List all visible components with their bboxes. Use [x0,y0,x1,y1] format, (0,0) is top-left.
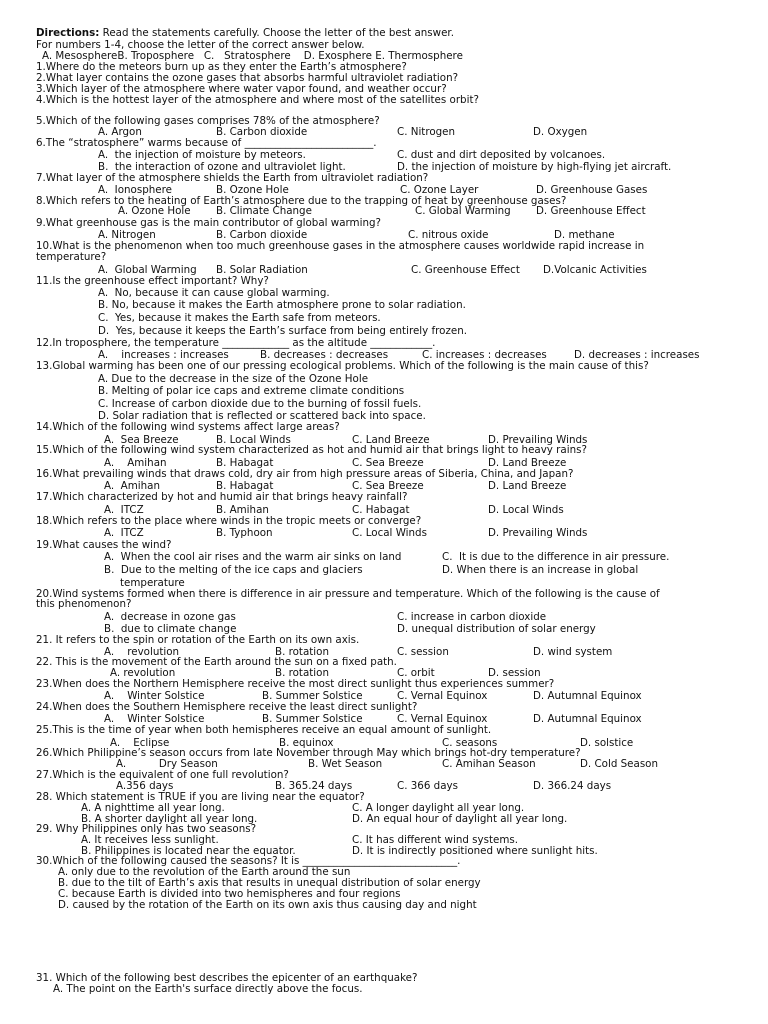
answer-option: A. only due to the revolution of the Earth around the sun [58,866,351,878]
question-stem: 13.Global warming has been one of our pressing ecological problems. Which of the following is the main cause of this? [36,360,649,372]
answer-option: B. A shorter daylight all year long. [81,813,258,825]
question-stem: 17.Which characterized by hot and humid air that brings heavy rainfall? [36,491,408,503]
answer-option: C. 366 days [397,780,458,792]
question-stem: 18.Which refers to the place where winds in the tropic meets or converge? [36,515,422,527]
answer-option: D. unequal distribution of solar energy [397,623,596,635]
answer-option: D. caused by the rotation of the Earth on its own axis thus causing day and night [58,899,477,911]
question-stem: 6.The “stratosphere” warms because of _________________________. [36,137,377,149]
answer-option: C. because Earth is divided into two hemispheres and four regions [58,888,401,900]
answer-option: A. The point on the Earth's surface directly above the focus. [53,983,363,995]
answer-option: A.356 days [116,780,174,792]
answer-option: C. nitrous oxide [408,229,489,241]
answer-option: A. Due to the decrease in the size of the Ozone Hole [98,373,369,385]
question-stem: 7.What layer of the atmosphere shields the Earth from ultraviolet radiation? [36,172,429,184]
answer-option: C. A longer daylight all year long. [352,802,525,814]
answer-option: B. decreases : decreases [260,349,389,361]
answer-option: A. Ozone Hole [118,205,191,217]
answer-option: B. Solar Radiation [216,264,308,276]
answer-option: D. Autumnal Equinox [533,690,642,702]
answer-option: C. seasons [442,737,498,749]
question-stem: 2.What layer contains the ozone gases that absorbs harmful ultraviolet radiation? [36,72,459,84]
answer-option: C. Ozone Layer [400,184,479,196]
answer-option: C. Global Warming [415,205,511,217]
answer-option: A. Dry Season [116,758,218,770]
answer-option: C. Vernal Equinox [397,713,488,725]
answer-option: A. Amihan [104,457,167,469]
answer-option: A. It receives less sunlight. [81,834,219,846]
answer-option: D. Cold Season [580,758,659,770]
answer-option: A. When the cool air rises and the warm air sinks on land [104,551,402,563]
question-stem: 30.Which of the following caused the seasons? It is ______________________________. [36,855,461,867]
answer-option: A. Winter Solstice [104,690,205,702]
directions-sub: For numbers 1-4, choose the letter of the correct answer below. [36,39,365,51]
answer-option: A. Eclipse [110,737,170,749]
question-stem: 22. This is the movement of the Earth around the sun on a fixed path. [36,656,397,668]
answer-option: B. Melting of polar ice caps and extreme climate conditions [98,385,405,397]
answer-option: B. Typhoon [216,527,273,539]
answer-option: D. methane [554,229,615,241]
answer-option: C. Local Winds [352,527,427,539]
answer-option: B. Local Winds [216,434,291,446]
answer-option: B. No, because it makes the Earth atmosphere prone to solar radiation. [98,299,466,311]
answer-option: B. Wet Season [308,758,383,770]
answer-option: D. 366.24 days [533,780,612,792]
question-stem: 21. It refers to the spin or rotation of the Earth on its own axis. [36,634,360,646]
question-stem: 24.When does the Southern Hemisphere receive the least direct sunlight? [36,701,418,713]
question-stem: 23.When does the Northern Hemisphere receive the most direct sunlight thus experiences summer? [36,678,555,690]
question-stem: 9.What greenhouse gas is the main contributor of global warming? [36,217,381,229]
question-stem: 5.Which of the following gases comprises 78% of the atmosphere? [36,115,380,127]
answer-option: C. It is due to the difference in air pressure. [442,551,670,563]
answer-option: A. decrease in ozone gas [104,611,236,623]
answer-option: D. It is indirectly positioned where sunlight hits. [352,845,598,857]
answer-option: D. Yes, because it keeps the Earth’s surface from being entirely frozen. [98,325,467,337]
answer-option: B. due to climate change [104,623,237,635]
answer-option: C. increases : decreases [422,349,547,361]
answer-option: A. ITCZ [104,527,144,539]
answer-option: C. Sea Breeze [352,457,424,469]
answer-option: D.Volcanic Activities [543,264,647,276]
answer-option: B. Habagat [216,480,274,492]
answer-option: B. rotation [275,646,329,658]
answer-option: A. ITCZ [104,504,144,516]
answer-option: A. revolution [110,667,176,679]
question-stem: 11.Is the greenhouse effect important? Why? [36,275,269,287]
answer-option: D. An equal hour of daylight all year long. [352,813,568,825]
question-stem: 28. Which statement is TRUE if you are living near the equator? [36,791,365,803]
answer-option: C. Increase of carbon dioxide due to the burning of fossil fuels. [98,398,422,410]
answer-option: D. Land Breeze [488,480,567,492]
answer-option: D. When there is an increase in global [442,564,639,576]
answer-option: B. Amihan [216,504,269,516]
answer-option: A. revolution [104,646,180,658]
answer-option: D. Prevailing Winds [488,527,588,539]
answer-option: B. Carbon dioxide [216,126,308,138]
question-stem: 4.Which is the hottest layer of the atmosphere and where most of the satellites orbit? [36,94,479,106]
answer-option: A. Nitrogen [98,229,156,241]
directions-label: Directions: [36,27,100,39]
answer-option: D. Solar radiation that is reflected or scattered back into space. [98,410,426,422]
answer-option: A. the injection of moisture by meteors. [98,149,306,161]
answer-option: C. Amihan Season [442,758,536,770]
answer-option: A. Winter Solstice [104,713,205,725]
answer-option: D. solstice [580,737,634,749]
answer-option: C. Vernal Equinox [397,690,488,702]
answer-option: D. Oxygen [533,126,588,138]
answer-option: C. increase in carbon dioxide [397,611,547,623]
question-stem: 15.Which of the following wind system characterized as hot and humid air that brings light to heavy rains? [36,444,587,456]
answer-option: C. Nitrogen [397,126,456,138]
answer-option: B. Climate Change [216,205,312,217]
answer-option: A. Ionosphere [98,184,172,196]
answer-option: D. the injection of moisture by high-flying jet aircraft. [397,161,672,173]
answer-option: B. Ozone Hole [216,184,289,196]
question-stem: 10.What is the phenomenon when too much greenhouse gases in the atmosphere causes worldwide rapid increase in [36,240,645,252]
answer-option: D. Prevailing Winds [488,434,588,446]
answer-option: C. dust and dirt deposited by volcanoes. [397,149,606,161]
answer-option: C. Yes, because it makes the Earth safe from meteors. [98,312,381,324]
answer-option: D. session [488,667,541,679]
question-stem: 19.What causes the wind? [36,539,172,551]
answer-option: B. due to the tilt of Earth’s axis that results in unequal distribution of solar energy [58,877,481,889]
question-stem-continued: temperature? [36,251,107,263]
answer-option: C. session [397,646,449,658]
answer-option: A. A nighttime all year long. [81,802,225,814]
answer-option: D. Land Breeze [488,457,567,469]
answer-option: A. No, because it can cause global warming. [98,287,330,299]
answer-option: B. Summer Solstice [262,690,363,702]
question-stem-continued: this phenomenon? [36,598,132,610]
answer-option: D. decreases : increases [574,349,700,361]
question-stem: 29. Why Philippines only has two seasons? [36,823,257,835]
answer-option: D. Greenhouse Gases [536,184,648,196]
answer-option: temperature [120,577,185,589]
question-stem: 14.Which of the following wind systems affect large areas? [36,421,340,433]
question-stem: 1.Where do the meteors burn up as they enter the Earth’s atmosphere? [36,61,407,73]
layer-choices: A. MesosphereB. Troposphere C. Stratosphere D. Exosphere E. Thermosphere [42,50,463,62]
answer-option: D. Autumnal Equinox [533,713,642,725]
answer-option: B. the interaction of ozone and ultraviolet light. [98,161,346,173]
question-stem: 20.Wind systems formed when there is difference in air pressure and temperature. Which of the following is the cause of [36,588,660,600]
answer-option: C. Greenhouse Effect [411,264,520,276]
answer-option: C. It has different wind systems. [352,834,519,846]
question-stem: 26.Which Philippine’s season occurs from late November through May which brings hot-dry temperature? [36,747,581,759]
answer-option: A. Sea Breeze [104,434,179,446]
answer-option: C. Sea Breeze [352,480,424,492]
answer-option: C. orbit [397,667,435,679]
answer-option: B. Habagat [216,457,274,469]
directions-line [36,28,454,38]
answer-option: B. Due to the melting of the ice caps and glaciers [104,564,363,576]
answer-option: A. increases : increases [98,349,229,361]
answer-option: B. equinox [279,737,334,749]
question-stem: 16.What prevailing winds that draws cold, dry air from high pressure areas of Siberia, China, and Japan? [36,468,574,480]
answer-option: A. Amihan [104,480,160,492]
answer-option: A. Global Warming [98,264,197,276]
answer-option: D. Local Winds [488,504,564,516]
answer-option: D. Greenhouse Effect [536,205,646,217]
question-stem: 8.Which refers to the heating of Earth’s atmosphere due to the trapping of heat by greenhouse gases? [36,195,567,207]
question-stem: 31. Which of the following best describes the epicenter of an earthquake? [36,972,418,984]
directions-text: Read the statements carefully. Choose the letter of the best answer. [99,27,454,39]
question-stem: 12.In troposphere, the temperature _____________ as the altitude ____________. [36,337,436,349]
answer-option: C. Habagat [352,504,410,516]
answer-option: D. wind system [533,646,613,658]
answer-option: C. Land Breeze [352,434,430,446]
answer-option: B. Summer Solstice [262,713,363,725]
answer-option: B. Carbon dioxide [216,229,308,241]
question-stem: 25.This is the time of year when both hemispheres receive an equal amount of sunlight. [36,724,492,736]
answer-option: B. Philippines is located near the equator. [81,845,296,857]
answer-option: A. Argon [98,126,142,138]
answer-option: B. 365.24 days [275,780,353,792]
question-stem: 3.Which layer of the atmosphere where water vapor found, and weather occur? [36,83,447,95]
answer-option: B. rotation [275,667,329,679]
question-stem: 27.Which is the equivalent of one full revolution? [36,769,289,781]
